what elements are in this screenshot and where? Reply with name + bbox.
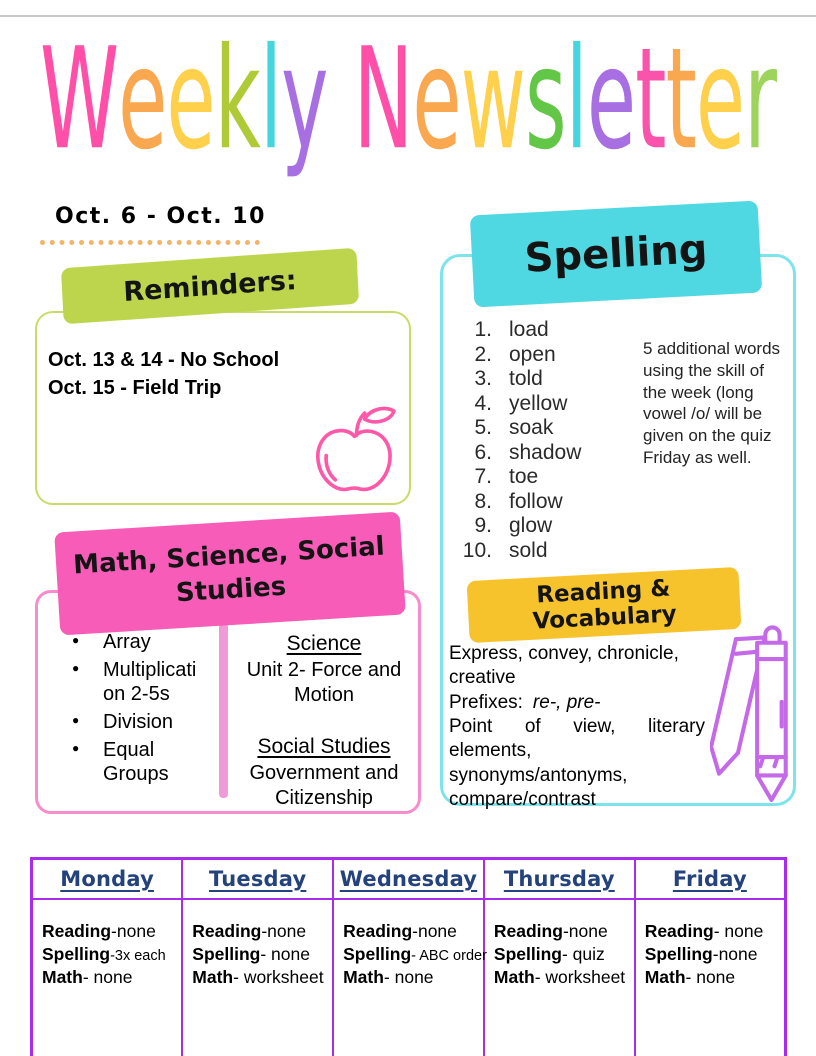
day-cell-wednesday — [333, 899, 487, 1056]
spelling-word-row — [448, 490, 581, 515]
homework-assignment: - none — [383, 966, 434, 987]
spelling-word-row — [448, 514, 581, 539]
homework-line — [42, 966, 177, 989]
spelling-word-number: 5. — [474, 416, 492, 439]
homework-subject: Math — [42, 966, 83, 987]
homework-assignment: - worksheet — [534, 966, 626, 987]
title-letter: k — [214, 17, 260, 181]
homework-subject: Math — [343, 966, 384, 987]
schedule-body-row — [32, 899, 786, 1056]
title-letter: e — [118, 17, 167, 181]
math-topic: ● Division — [103, 710, 207, 734]
homework-subject: Reading — [42, 921, 112, 941]
reminders-heading-text: Reminders: — [122, 264, 298, 308]
homework-assignment: - none — [82, 966, 133, 987]
spelling-word-row — [448, 539, 581, 564]
spelling-word-row — [448, 392, 581, 417]
schedule-table — [30, 857, 787, 1056]
day-header-tuesday: Tuesday — [182, 859, 333, 900]
reading-vocab-line: Express, convey, chronicle, — [449, 643, 679, 664]
day-cell-friday — [635, 899, 786, 1056]
reminders-content — [48, 346, 279, 403]
homework-assignment: - none — [713, 921, 764, 941]
homework-subject: Reading — [192, 921, 262, 941]
title-letter: e — [695, 17, 745, 181]
day-header-thursday: Thursday — [484, 859, 635, 900]
homework-assignment: - ABC order — [411, 947, 487, 964]
day-cell-monday — [32, 899, 183, 1056]
homework-subject: Math — [644, 966, 686, 987]
spelling-word-number: 6. — [474, 440, 492, 464]
homework-subject: Spelling — [493, 943, 562, 964]
title-letter: N — [353, 17, 413, 181]
homework-subject: Math — [192, 966, 234, 987]
homework-assignment: -none — [111, 921, 156, 941]
spelling-heading — [470, 201, 762, 308]
homework-subject: Spelling — [644, 943, 713, 964]
reading-vocab-heading-text: Reading & Vocabulary — [532, 575, 678, 635]
homework-subject: Reading — [493, 921, 563, 941]
science-social-column — [243, 632, 405, 811]
title-letter: l — [565, 17, 587, 181]
reading-vocab-line: elements, — [449, 740, 532, 762]
spelling-word-number: 1. — [474, 318, 492, 341]
title-letter: W — [40, 17, 119, 181]
spelling-word-row — [448, 318, 581, 343]
homework-assignment: - none — [260, 943, 310, 964]
spelling-note: 5 additional words using the skill of the week (long vowel /o/ will be given on the quiz Friday as well. — [643, 339, 781, 467]
homework-assignment: -none — [562, 921, 608, 941]
spelling-word-row — [448, 465, 581, 490]
homework-line — [343, 920, 479, 943]
schedule-header-row — [32, 859, 786, 900]
reading-vocab-line — [449, 715, 705, 739]
reminder-line: Oct. 15 - Field Trip — [48, 377, 222, 400]
homework-line — [192, 920, 328, 943]
reading-vocab-line: synonyms/antonyms, — [449, 764, 628, 786]
spelling-word-row — [448, 343, 581, 368]
spelling-word-number: 9. — [474, 514, 492, 537]
title-letter: y — [281, 17, 328, 181]
reading-vocab-line: creative — [449, 667, 516, 689]
math-topic: ● Array — [103, 630, 207, 654]
math-topic: ● Multiplication 2-5s — [103, 658, 207, 706]
spelling-word: yellow — [509, 391, 568, 415]
homework-subject: Spelling — [42, 943, 111, 964]
reading-vocab-word: Point — [449, 715, 493, 737]
homework-line — [192, 966, 328, 989]
day-header-wednesday: Wednesday — [333, 859, 484, 900]
math-topic: ● Equal Groups — [103, 738, 207, 786]
homework-assignment: -3x each — [110, 947, 166, 964]
title-letter: s — [524, 17, 566, 181]
spelling-word-number: 8. — [474, 489, 492, 513]
social-studies-heading: Social Studies — [257, 735, 391, 758]
social-studies-text: Government and Citizenship — [249, 762, 399, 809]
spelling-word-number: 7. — [474, 465, 492, 488]
homework-assignment: -none — [412, 921, 457, 941]
reading-vocab-line — [449, 691, 705, 715]
homework-line — [343, 966, 479, 989]
homework-assignment: - quiz — [561, 943, 605, 964]
reading-vocab-content — [449, 642, 705, 812]
spelling-word: toe — [509, 465, 539, 488]
homework-subject: Spelling — [343, 943, 412, 964]
spelling-word: glow — [509, 514, 553, 537]
homework-line — [645, 920, 780, 943]
spelling-word: sold — [509, 538, 548, 562]
spelling-word: soak — [509, 416, 554, 439]
title-letter: t — [665, 17, 696, 181]
spelling-word-number: 3. — [474, 367, 492, 390]
date-range: Oct. 6 - Oct. 10 — [55, 204, 266, 229]
spelling-word: told — [509, 367, 543, 390]
apple-doodle-icon — [306, 403, 402, 499]
homework-subject: Math — [493, 966, 535, 987]
day-cell-thursday — [484, 899, 635, 1056]
reading-vocab-word: of — [524, 715, 541, 737]
math-science-social-heading — [54, 512, 406, 636]
spelling-word-list — [448, 318, 581, 563]
homework-assignment: - none — [685, 966, 736, 987]
spelling-word-number: 2. — [474, 342, 492, 366]
prefix-label: Prefixes: — [449, 691, 523, 713]
homework-subject: Spelling — [192, 943, 261, 964]
vertical-divider — [219, 623, 228, 798]
homework-line — [42, 943, 177, 966]
reading-vocab-word: view, — [573, 715, 616, 737]
title-letter: l — [259, 17, 282, 181]
prefix-examples: re-, pre- — [532, 691, 601, 713]
spelling-word-row — [448, 416, 581, 441]
spelling-word-number: 10. — [462, 538, 492, 562]
spelling-word-row — [448, 441, 581, 466]
dotted-underline — [40, 234, 260, 245]
spelling-word-number: 4. — [474, 391, 492, 415]
homework-line — [645, 943, 780, 966]
title-letter: r — [744, 17, 776, 181]
math-science-social-heading-text: Math, Science, Social Studies — [72, 531, 386, 608]
social-studies-block — [243, 735, 405, 811]
homework-line — [494, 920, 630, 943]
homework-line — [494, 966, 630, 989]
pens-doodle-icon — [710, 606, 790, 802]
day-header-monday: Monday — [32, 859, 183, 900]
day-header-friday: Friday — [635, 859, 786, 900]
homework-assignment: - worksheet — [233, 966, 324, 987]
spelling-word: open — [509, 342, 556, 366]
title-letter: e — [166, 17, 215, 181]
reading-vocab-word: literary — [647, 715, 705, 737]
reading-vocab-line: compare/contrast — [449, 788, 596, 810]
spelling-heading-text: Spelling — [523, 226, 709, 282]
homework-assignment: -none — [261, 921, 307, 941]
title-letter: e — [412, 17, 461, 181]
spelling-word: follow — [509, 489, 563, 513]
homework-line — [645, 966, 780, 989]
homework-line — [494, 943, 630, 966]
homework-line — [343, 943, 487, 966]
homework-line — [192, 943, 328, 966]
title-letter: w — [460, 17, 525, 181]
title-letter: t — [635, 17, 666, 181]
science-text: Unit 2- Force and Motion — [246, 659, 402, 706]
math-topics-list — [103, 630, 207, 790]
spelling-word-row — [448, 367, 581, 392]
homework-subject: Reading — [343, 921, 413, 941]
homework-line — [42, 920, 177, 943]
page-edge-line — [0, 15, 816, 17]
day-cell-tuesday — [182, 899, 333, 1056]
spelling-word: shadow — [509, 440, 582, 464]
spelling-word: load — [509, 318, 549, 341]
homework-assignment: -none — [712, 943, 758, 964]
title-letter: e — [586, 17, 636, 181]
reminder-line: Oct. 13 & 14 - No School — [48, 349, 280, 371]
homework-subject: Reading — [644, 921, 714, 941]
newsletter-title — [0, 17, 816, 181]
science-heading: Science — [286, 632, 362, 655]
